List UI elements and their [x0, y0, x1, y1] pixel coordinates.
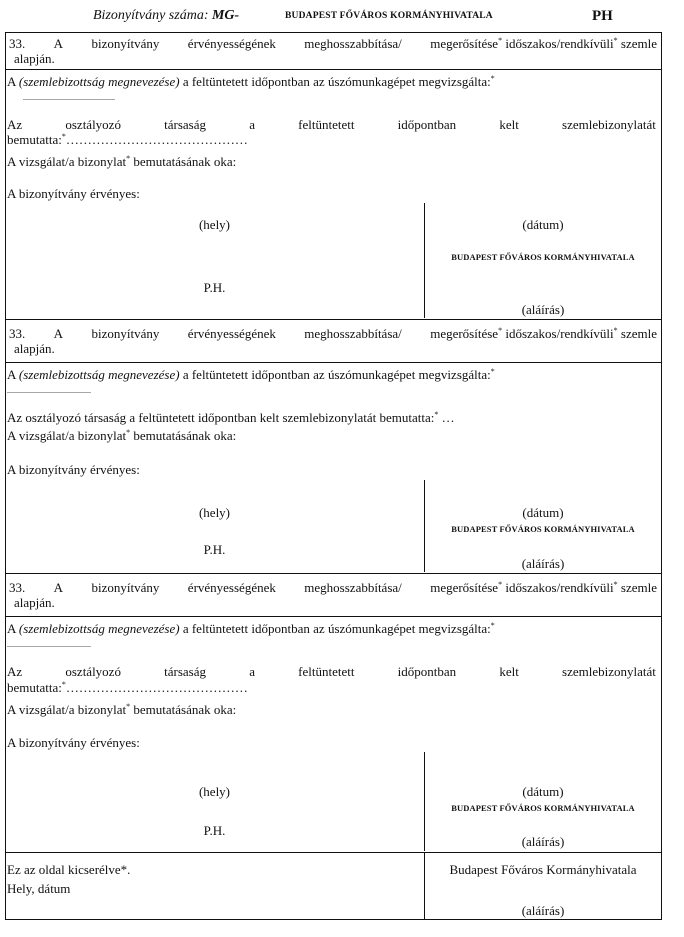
society-line: Az osztályozó társaság a feltüntetett időpontban kelt szemlebizonylatát [7, 664, 656, 679]
reason-line: A vizsgálat/a bizonylat* bemutatásának oka: [7, 428, 237, 443]
place-date-label: Hely, dátum [7, 881, 71, 896]
ph-label: P.H. [203, 823, 226, 838]
replaced-note: Ez az oldal kicserélve*. [7, 862, 131, 877]
society-line: Az osztályozó társaság a feltüntetett időpontban kelt szemlebizonylatát bemutatta:* … [7, 410, 455, 425]
header-ph: PH [592, 8, 613, 24]
block-title: 33. A bizonyítvány érvényességének meghosszabbítása/ megerősítése* időszakos/rendkívüli* szemle [9, 580, 657, 595]
page-header [0, 8, 684, 26]
signature-label: (aláírás) [521, 834, 565, 849]
signature-label: (aláírás) [521, 556, 565, 571]
valid-line: A bizonyítvány érvényes: [7, 735, 140, 750]
signature-office: BUDAPEST FŐVÁROS KORMÁNYHIVATALA [451, 252, 635, 262]
society-line2: bemutatta:*…………………………………… [7, 680, 248, 695]
place-label: (hely) [198, 784, 231, 799]
block-title-line2: alapján. [14, 51, 55, 66]
certificate-number: Bizonyítvány száma: MG- [93, 8, 240, 23]
society-line: Az osztályozó társaság a feltüntetett időpontban kelt szemlebizonylatát [7, 117, 656, 132]
place-label: (hely) [198, 505, 231, 520]
inspection-dots: .......................................... [7, 640, 91, 649]
signature-office: BUDAPEST FŐVÁROS KORMÁNYHIVATALA [451, 803, 635, 813]
inspection-dots: .......................................... [7, 386, 91, 395]
valid-line: A bizonyítvány érvényes: [7, 462, 140, 477]
ph-label: P.H. [203, 542, 226, 557]
block-title-line2: alapján. [14, 595, 55, 610]
date-label: (dátum) [522, 784, 564, 799]
date-label: (dátum) [522, 217, 564, 232]
signature-label: (aláírás) [521, 302, 565, 317]
block-title: 33. A bizonyítvány érvényességének meghosszabbítása/ megerősítése* időszakos/rendkívüli* szemle [9, 36, 657, 51]
reason-line: A vizsgálat/a bizonylat* bemutatásának oka: [7, 702, 237, 717]
footer-office: Budapest Főváros Kormányhivatala [449, 862, 637, 877]
header-office: BUDAPEST FŐVÁROS KORMÁNYHIVATALA [285, 11, 493, 21]
valid-line: A bizonyítvány érvényes: [7, 186, 140, 201]
inspection-dots: .............................................. [23, 93, 115, 102]
footer-signature: (aláírás) [521, 903, 565, 918]
inspection-line: A (szemlebizottság megnevezése) a feltüntetett időpontban az úszómunkagépet megvizsgálta:* [7, 74, 495, 89]
inspection-line: A (szemlebizottság megnevezése) a feltüntetett időpontban az úszómunkagépet megvizsgálta:* [7, 367, 495, 382]
block-title: 33. A bizonyítvány érvényességének meghosszabbítása/ megerősítése* időszakos/rendkívüli* szemle [9, 326, 657, 341]
place-label: (hely) [198, 217, 231, 232]
reason-line: A vizsgálat/a bizonylat* bemutatásának oka: [7, 154, 237, 169]
ph-label: P.H. [203, 280, 226, 295]
inspection-line: A (szemlebizottság megnevezése) a feltüntetett időpontban az úszómunkagépet megvizsgálta:* [7, 621, 495, 636]
block-title-line2: alapján. [14, 341, 55, 356]
date-label: (dátum) [522, 505, 564, 520]
society-line2: bemutatta:*…………………………………… [7, 132, 248, 147]
signature-office: BUDAPEST FŐVÁROS KORMÁNYHIVATALA [451, 524, 635, 534]
